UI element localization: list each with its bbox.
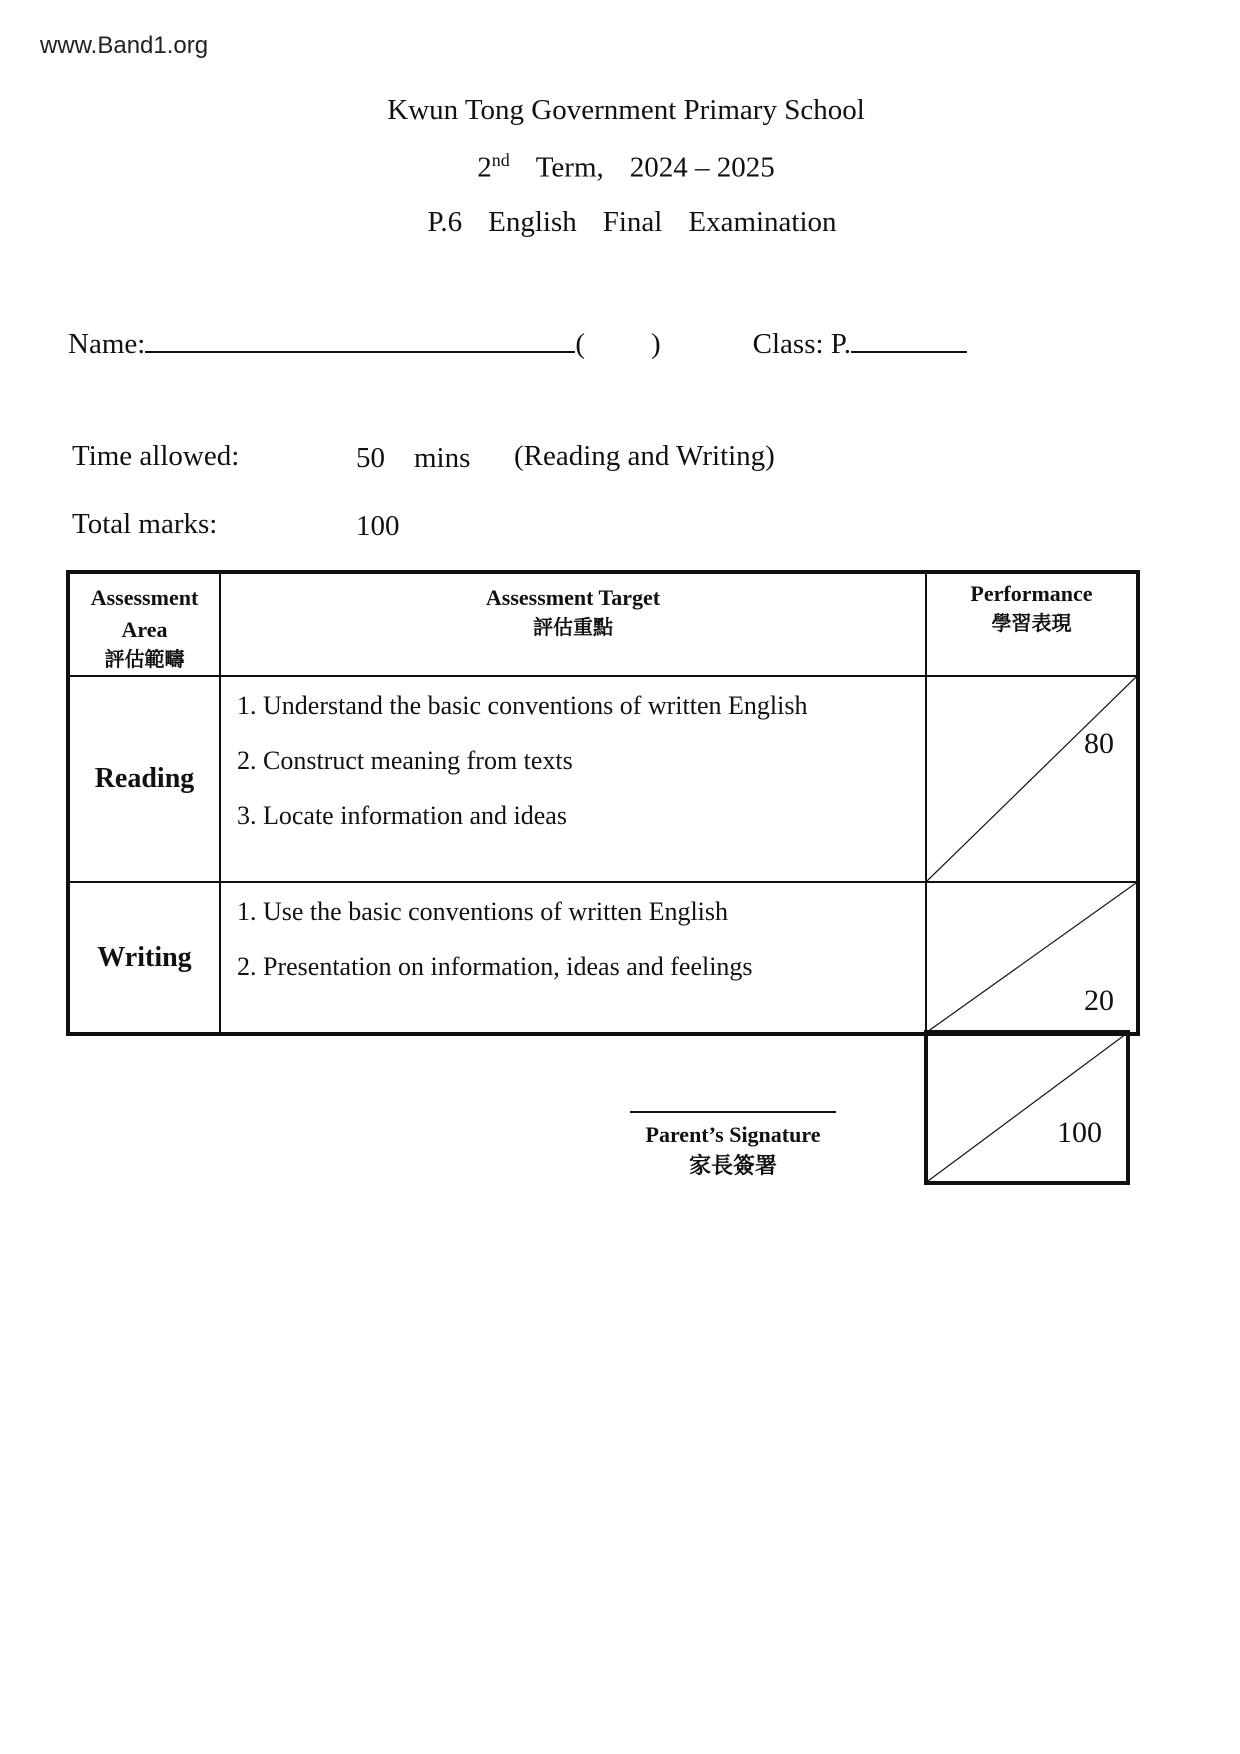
signature-label-en: Parent’s Signature [645,1122,821,1147]
target-item: 2. Presentation on information, ideas and feelings [237,952,753,981]
class-number-close: ) [650,328,661,360]
area-reading: Reading [68,676,220,882]
table-row [68,882,1138,1034]
total-score-box[interactable] [924,1030,1130,1185]
watermark-text: www.Band1.org [40,32,209,59]
header-performance [926,572,1138,676]
max-score-total: 100 [1057,1116,1102,1149]
exam-word: Examination [688,206,837,238]
exam-type: Final [602,206,663,238]
time-allowed-note: (Reading and Writing) [514,440,775,472]
header-target-en: Assessment Target [485,585,661,610]
school-name: Kwun Tong Government Primary School [387,94,865,126]
target-list [221,883,925,1007]
term-ordinal: 2 [477,151,492,184]
signature-label-zh: 家長簽署 [688,1152,777,1178]
time-allowed-label: Time allowed: [72,440,240,472]
assessment-table [66,570,1140,1036]
total-marks-value: 100 [356,510,400,542]
max-score-writing: 20 [1084,984,1114,1017]
class-label: Class: P. [752,328,851,360]
exam-level: P.6 [427,206,463,238]
diagonal-line [927,677,1136,881]
exam-title [12,206,1240,239]
total-marks-label: Total marks: [72,508,218,540]
performance-reading[interactable] [926,676,1138,882]
class-field[interactable] [851,329,967,353]
term-years: 2024 – 2025 [629,151,775,184]
header-performance-en: Performance [970,581,1093,606]
header-performance-zh: 學習表現 [991,612,1072,635]
target-item: 1. Understand the basic conventions of written English [237,691,808,720]
time-allowed-value: 50 [356,442,385,474]
target-item: 3. Locate information and ideas [237,801,567,830]
header-area-en-2: Area [121,616,168,642]
term-line [6,150,1240,185]
target-list [221,677,925,856]
name-field[interactable] [145,329,575,353]
exam-subject: English [488,206,577,238]
targets-writing [220,882,926,1034]
term-suffix: nd [491,150,510,170]
max-score-reading: 80 [1084,727,1114,760]
header-area-en-1: Assessment [90,585,199,610]
target-item: 1. Use the basic conventions of written English [237,897,729,926]
header-target-zh: 評估重點 [533,616,613,639]
area-writing: Writing [68,882,220,1034]
time-allowed-unit: mins [414,442,471,474]
header-target [220,572,926,676]
performance-writing[interactable] [926,882,1138,1034]
name-label: Name: [68,328,146,360]
table-row [68,676,1138,882]
term-word: Term, [535,151,604,184]
header-area-zh: 評估範疇 [104,648,185,671]
signature-line[interactable] [630,1111,836,1113]
signature-label [600,1120,866,1182]
diagonal-line [928,1034,1126,1181]
targets-reading [220,676,926,882]
table-header-row [68,572,1138,676]
class-number-open: ( [575,328,585,360]
target-item: 2. Construct meaning from texts [237,746,573,775]
header-area [68,572,220,676]
student-info-row [68,328,967,361]
